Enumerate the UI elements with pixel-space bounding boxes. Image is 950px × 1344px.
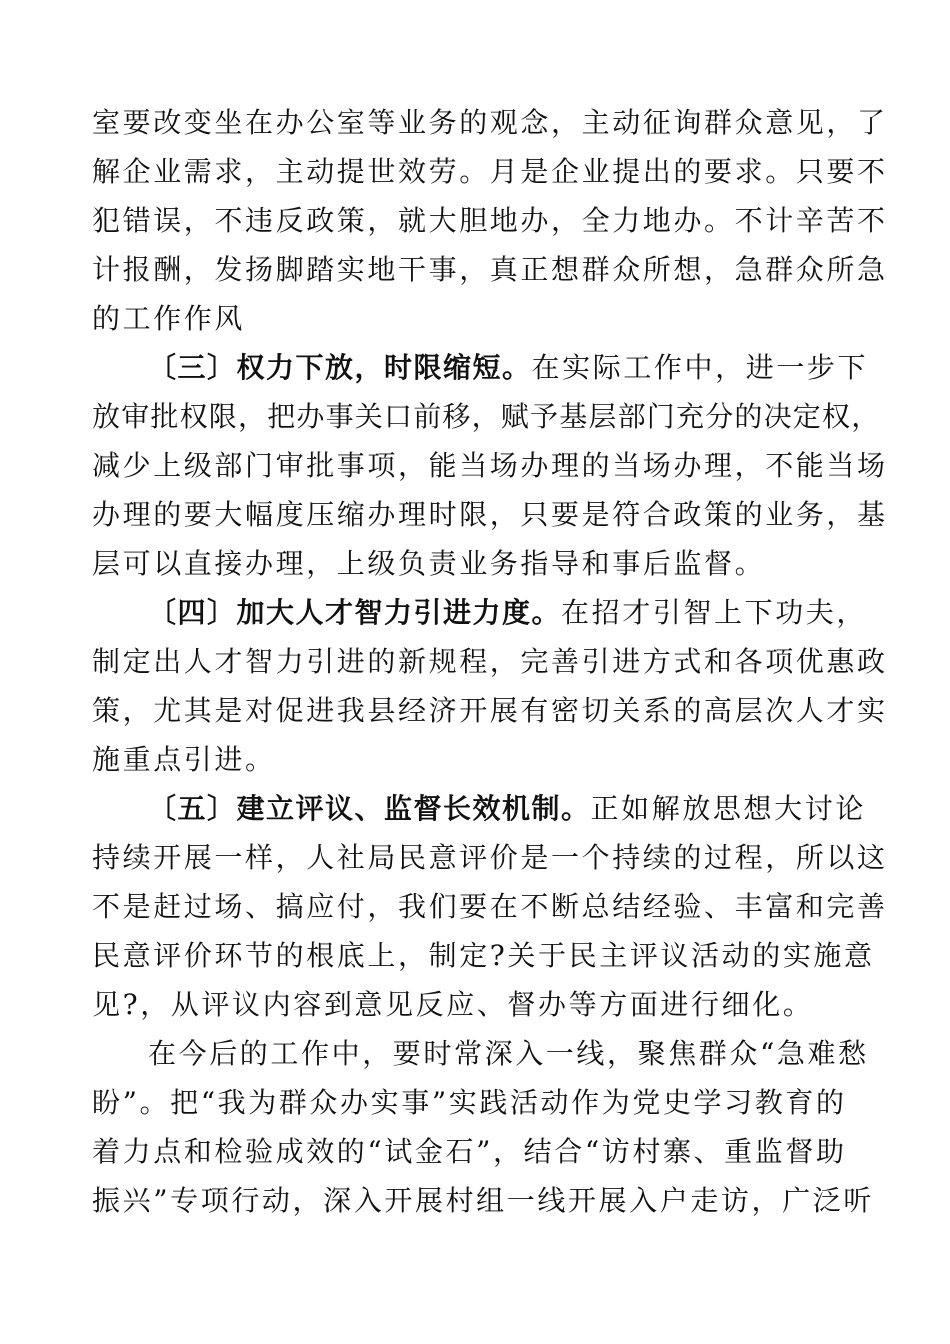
para5-line-3: 着力点和检验成效的“试金石”，结合“访村寨、重监督助	[92, 1135, 847, 1168]
para2-line-2: 放审批权限，把办事关口前移，赋予基层部门充分的决定权，	[92, 400, 881, 433]
para1-line-3: 犯错误，不违反政策，就大胆地办，全力地办。不计辛苦不	[92, 204, 888, 237]
para4-first-rest: 正如解放思想大讨论	[590, 792, 866, 825]
para2-first-rest: 在实际工作中，进一步下	[531, 351, 869, 384]
para3-line-3: 策，尤其是对促进我县经济开展有密切关系的高层次人才实	[92, 694, 888, 727]
para2-line-5: 层可以直接办理，上级负责业务指导和事后监督。	[92, 547, 766, 580]
para4-first-line	[92, 784, 866, 833]
para3-line-4: 施重点引进。	[92, 743, 276, 776]
para1-line-2: 解企业需求，主动提世效劳。月是企业提出的要求。只要不	[92, 155, 888, 188]
para1-line-1: 室要改变坐在办公室等业务的观念，主动征询群众意见，了	[92, 106, 888, 139]
para4-line-5: 见?，从评议内容到意见反应、督办等方面进行细化。	[92, 988, 814, 1021]
para3-first-rest: 在招才引智上下功夫，	[561, 596, 868, 629]
para4-line-4: 民意评价环节的根底上，制定?关于民主评议活动的实施意	[92, 939, 875, 972]
para5-line-1: 在今后的工作中，要时常深入一线，聚焦群众“急难愁	[148, 1037, 869, 1070]
para1-line-4: 计报酬，发扬脚踏实地干事，真正想群众所想，急群众所急	[92, 253, 888, 286]
para4-line-3: 不是赶过场、搞应付，我们要在不断总结经验、丰富和完善	[92, 890, 888, 923]
para4-heading: 〔五〕建立评议、监督长效机制。	[148, 792, 591, 825]
para2-line-4: 办理的要大幅度压缩办理时限，只要是符合政策的业务，基	[92, 498, 888, 531]
para5-line-2: 盼”。把“我为群众办实事”实践活动作为党史学习教育的	[92, 1086, 847, 1119]
para5-line-4: 振兴”专项行动，深入开展村组一线开展入户走访，广泛听	[92, 1184, 874, 1217]
para3-line-2: 制定出人才智力引进的新规程，完善引进方式和各项优惠政	[92, 645, 888, 678]
para2-first-line	[92, 343, 869, 392]
para3-heading: 〔四〕加大人才智力引进力度。	[148, 596, 562, 629]
para2-line-3: 减少上级部门审批事项，能当场办理的当场办理，不能当场	[92, 449, 888, 482]
para2-heading: 〔三〕权力下放，时限缩短。	[148, 351, 532, 384]
para1-line-5: 的工作作风	[92, 302, 246, 335]
para3-first-line	[92, 588, 868, 637]
para4-line-2: 持续开展一样，人社局民意评价是一个持续的过程，所以这	[92, 841, 888, 874]
document-body	[92, 98, 888, 1225]
